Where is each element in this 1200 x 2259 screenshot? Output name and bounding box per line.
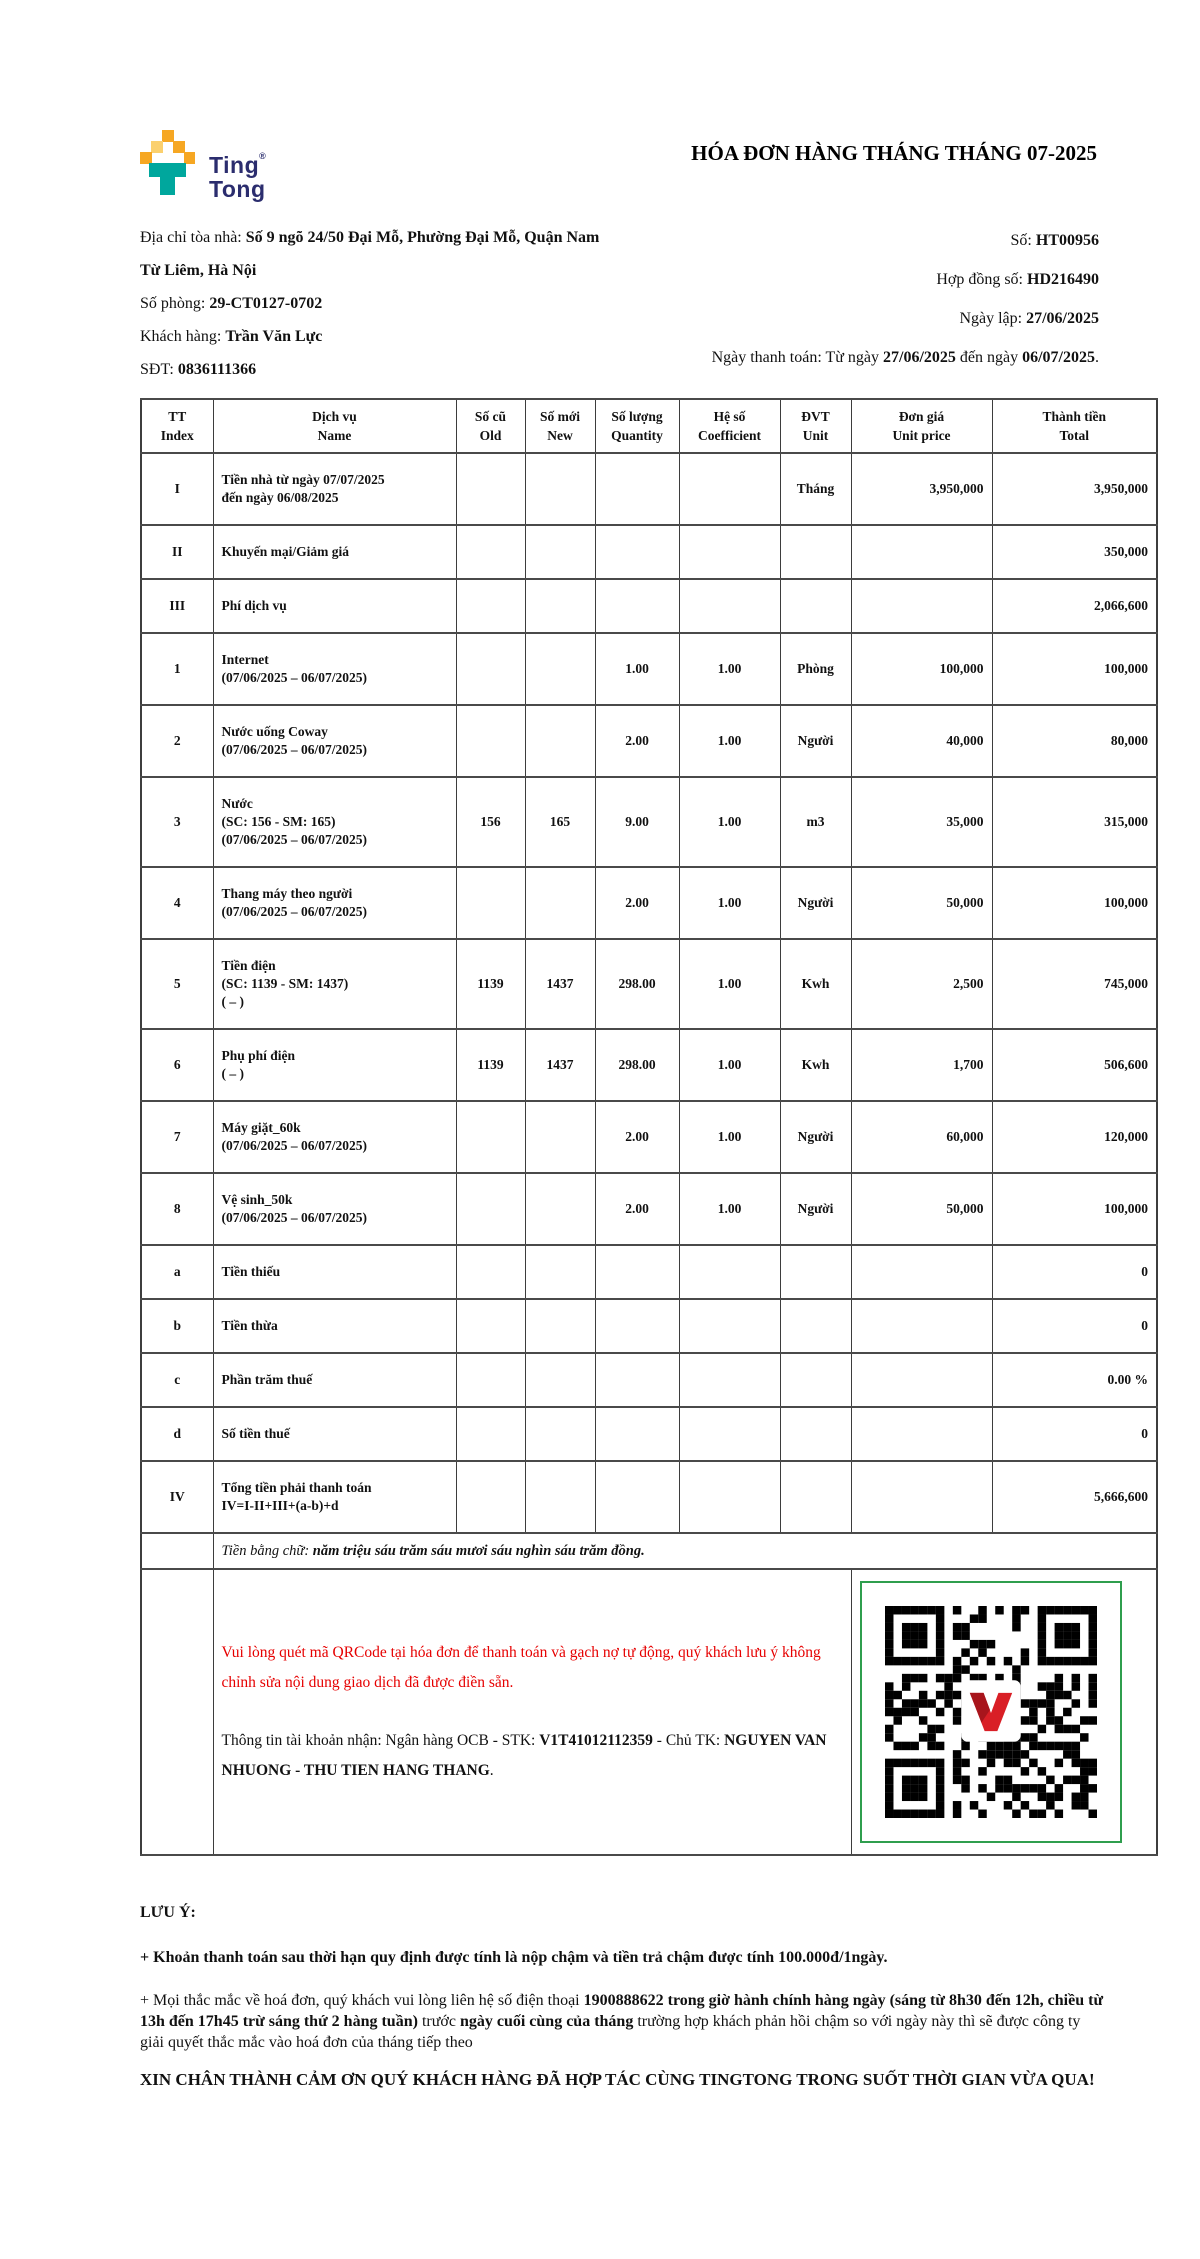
cell-tt: 5 <box>141 939 213 1029</box>
cell-tt: II <box>141 525 213 579</box>
cell-tt: a <box>141 1245 213 1299</box>
service-name-line: Tiền nhà từ ngày 07/07/2025 <box>221 472 385 487</box>
customer-info <box>140 221 610 386</box>
cell-old <box>456 1461 525 1533</box>
note-segment: trước <box>417 2013 460 2030</box>
cell-qty: 298.00 <box>595 1029 679 1101</box>
cell-service-name <box>213 1353 456 1407</box>
cell-old <box>456 579 525 633</box>
table-row <box>141 525 1157 579</box>
cell-total: 5,666,600 <box>992 1461 1157 1533</box>
cell-new <box>525 705 595 777</box>
cell-new <box>525 1461 595 1533</box>
cell-old <box>456 525 525 579</box>
payment-period-line <box>610 338 1099 377</box>
cell-old <box>456 1245 525 1299</box>
address-value: Số 9 ngõ 24/50 Đại Mỗ, Phường Đại Mỗ, Quận Nam Từ Liêm, Hà Nội <box>140 229 600 279</box>
table-header-row <box>141 399 1157 453</box>
cell-total: 350,000 <box>992 525 1157 579</box>
phone-value: 0836111366 <box>177 361 257 378</box>
cell-tt: d <box>141 1407 213 1461</box>
cell-unit <box>780 1407 851 1461</box>
cell-old: 156 <box>456 777 525 867</box>
cell-total: 100,000 <box>992 867 1157 939</box>
cell-old <box>456 1299 525 1353</box>
table-row <box>141 939 1157 1029</box>
column-header <box>595 399 679 453</box>
cell-price <box>851 525 992 579</box>
column-header <box>456 399 525 453</box>
cell-tt: I <box>141 453 213 525</box>
logo-ting: Ting <box>209 152 260 178</box>
table-row <box>141 705 1157 777</box>
note-bold-segment: ngày cuối cùng của tháng <box>459 2013 634 2030</box>
qr-payment-row <box>141 1569 1157 1855</box>
service-name-line: Tổng tiền phải thanh toán <box>221 1480 372 1495</box>
cell-price: 2,500 <box>851 939 992 1029</box>
contract-value: HD216490 <box>1027 271 1099 288</box>
service-name-line: Số tiền thuế <box>221 1426 290 1441</box>
cell-new <box>525 525 595 579</box>
room-label: Số phòng: <box>140 295 210 312</box>
column-header-vi: Dịch vụ <box>312 409 357 424</box>
cell-new: 165 <box>525 777 595 867</box>
service-name-line: đến ngày 06/08/2025 <box>221 490 339 505</box>
cell-new <box>525 1299 595 1353</box>
column-header-vi: Thành tiền <box>1042 409 1106 424</box>
cell-price: 1,700 <box>851 1029 992 1101</box>
invoice-page <box>140 0 1157 2093</box>
cell-coef: 1.00 <box>679 867 780 939</box>
service-name-line: (07/06/2025 – 06/07/2025) <box>221 904 367 919</box>
column-header <box>525 399 595 453</box>
cell-service-name <box>213 1407 456 1461</box>
cell-price <box>851 1299 992 1353</box>
cell-price <box>851 1245 992 1299</box>
issue-date-value: 27/06/2025 <box>1026 310 1099 327</box>
amount-in-words-label: Tiền bằng chữ: <box>221 1542 313 1559</box>
column-header-en: Total <box>1059 428 1089 443</box>
cell-coef: 1.00 <box>679 1029 780 1101</box>
hotline-note <box>140 1990 1108 2053</box>
column-header-en: Unit price <box>892 428 951 443</box>
service-name-line: Nước <box>221 796 253 811</box>
cell-total: 0 <box>992 1407 1157 1461</box>
service-name-line: (SC: 1139 - SM: 1437) <box>221 976 349 991</box>
invoice-title: HÓA ĐƠN HÀNG THÁNG THÁNG 07-2025 <box>691 141 1097 165</box>
service-name-line: (07/06/2025 – 06/07/2025) <box>221 742 367 757</box>
cell-coef <box>679 1407 780 1461</box>
note-segment: + Mọi thắc mắc về hoá đơn, quý khách vui lòng liên hệ số điện thoại <box>140 1992 584 2009</box>
qr-warning-text: Vui lòng quét mã QRCode tại hóa đơn để thanh toán và gạch nợ tự động, quý khách lưu ý không chỉnh sửa nội dung giao dịch đã được điền sẵn. <box>221 1644 821 1691</box>
cell-coef: 1.00 <box>679 777 780 867</box>
cell-price: 50,000 <box>851 1173 992 1245</box>
cell-new <box>525 1101 595 1173</box>
cell-unit: Người <box>780 705 851 777</box>
cell-old <box>456 867 525 939</box>
cell-total: 506,600 <box>992 1029 1157 1101</box>
cell-qty <box>595 525 679 579</box>
tingtong-wordmark <box>209 130 266 201</box>
cell-service-name <box>213 525 456 579</box>
cell-unit <box>780 1461 851 1533</box>
cell-price <box>851 1461 992 1533</box>
cell-new <box>525 453 595 525</box>
column-header-vi: Đơn giá <box>898 409 945 424</box>
cell-price <box>851 1407 992 1461</box>
cell-coef: 1.00 <box>679 1173 780 1245</box>
payment-mid: đến ngày <box>955 349 1023 366</box>
column-header <box>780 399 851 453</box>
cell-unit: m3 <box>780 777 851 867</box>
cell-service-name <box>213 939 456 1029</box>
cell-tt: 1 <box>141 633 213 705</box>
cell-unit: Người <box>780 1101 851 1173</box>
cell-new <box>525 1245 595 1299</box>
cell-price: 35,000 <box>851 777 992 867</box>
cell-old <box>456 633 525 705</box>
cell-price <box>851 579 992 633</box>
customer-label: Khách hàng: <box>140 328 226 345</box>
payment-to-date: 06/07/2025 <box>1022 349 1095 366</box>
service-name-line: Khuyến mại/Giảm giá <box>221 544 350 559</box>
table-row <box>141 1173 1157 1245</box>
account-mid: - Chủ TK: <box>652 1732 725 1749</box>
cell-qty: 2.00 <box>595 705 679 777</box>
column-header-en: Index <box>160 428 194 443</box>
service-name-line: ( – ) <box>221 1066 244 1081</box>
column-header-en: Quantity <box>611 428 663 443</box>
cell-unit <box>780 1299 851 1353</box>
invoice-info <box>140 221 1157 386</box>
issue-date-label: Ngày lập: <box>959 310 1027 327</box>
note-bold-segment: 1900888622 trong giờ hành chính hàng ngày (sáng từ 8h30 đến 12h, chiều từ 13h đến 17h45 trừ sáng thứ 2 hàng tuần) <box>140 1992 1104 2030</box>
cell-unit: Tháng <box>780 453 851 525</box>
service-name-line: Phần trăm thuế <box>221 1372 313 1387</box>
cell-unit <box>780 1353 851 1407</box>
table-row <box>141 579 1157 633</box>
cell-service-name <box>213 1245 456 1299</box>
column-header-vi: ĐVT <box>801 409 830 424</box>
cell-old <box>456 705 525 777</box>
account-end: . <box>489 1762 494 1779</box>
cell-qty <box>595 1245 679 1299</box>
cell-old <box>456 1101 525 1173</box>
cell-service-name <box>213 579 456 633</box>
cell-new <box>525 1353 595 1407</box>
invoice-meta <box>610 221 1157 386</box>
building-address-line <box>140 221 610 287</box>
cell-qty <box>595 579 679 633</box>
cell-service-name <box>213 633 456 705</box>
cell-unit <box>780 579 851 633</box>
cell-qty <box>595 1353 679 1407</box>
cell-price: 100,000 <box>851 633 992 705</box>
cell-service-name <box>213 1029 456 1101</box>
service-name-line: (07/06/2025 – 06/07/2025) <box>221 1210 367 1225</box>
service-name-line: Vệ sinh_50k <box>221 1192 293 1207</box>
table-row <box>141 1245 1157 1299</box>
invoice-number-line <box>610 221 1099 260</box>
cell-total: 120,000 <box>992 1101 1157 1173</box>
cell-qty: 1.00 <box>595 633 679 705</box>
cell-coef <box>679 579 780 633</box>
qr-code <box>860 1581 1122 1843</box>
table-row <box>141 453 1157 525</box>
note-segment: trường hợp khách phản hồi chậm so với ngày này thì sẽ được công ty giải quyết thắc mắc vào hoá đơn của tháng tiếp theo <box>140 2013 1081 2051</box>
amount-in-words-cell <box>213 1533 1157 1569</box>
cell-tt: b <box>141 1299 213 1353</box>
service-name-line: Tiền thừa <box>221 1318 278 1333</box>
cell-coef: 1.00 <box>679 705 780 777</box>
invoice-number-label: Số: <box>1010 232 1036 249</box>
cell-price <box>851 1353 992 1407</box>
column-header <box>851 399 992 453</box>
cell-qty <box>595 453 679 525</box>
cell-new <box>525 1173 595 1245</box>
cell-new <box>525 579 595 633</box>
service-name-line: Nước uống Coway <box>221 724 328 739</box>
table-row <box>141 1299 1157 1353</box>
empty-index-cell <box>141 1569 213 1855</box>
service-name-line: (SC: 156 - SM: 165) <box>221 814 336 829</box>
service-name-line: Tiền thiếu <box>221 1264 281 1279</box>
table-row <box>141 1101 1157 1173</box>
cell-total: 0 <box>992 1299 1157 1353</box>
cell-tt: 7 <box>141 1101 213 1173</box>
cell-coef <box>679 1353 780 1407</box>
cell-new <box>525 867 595 939</box>
invoice-footer <box>140 1902 1108 2093</box>
column-header-vi: Số cũ <box>474 409 507 424</box>
table-row <box>141 1353 1157 1407</box>
account-info-text <box>222 1726 843 1786</box>
cell-total: 80,000 <box>992 705 1157 777</box>
cell-service-name <box>213 1461 456 1533</box>
service-name-line: (07/06/2025 – 06/07/2025) <box>221 1138 367 1153</box>
column-header-vi: TT <box>168 409 187 424</box>
cell-old <box>456 453 525 525</box>
table-row <box>141 633 1157 705</box>
column-header-vi: Hệ số <box>713 409 746 424</box>
cell-coef <box>679 453 780 525</box>
cell-qty: 2.00 <box>595 867 679 939</box>
cell-coef <box>679 1245 780 1299</box>
service-name-line: Máy giặt_60k <box>221 1120 301 1135</box>
cell-unit: Phòng <box>780 633 851 705</box>
account-number: V1T41012112359 <box>539 1732 653 1749</box>
contract-label: Hợp đồng số: <box>936 271 1027 288</box>
tingtong-logo <box>140 130 266 207</box>
cell-unit: Kwh <box>780 939 851 1029</box>
service-name-line: Phí dịch vụ <box>221 598 287 613</box>
thank-you-message: XIN CHÂN THÀNH CẢM ƠN QUÝ KHÁCH HÀNG ĐÃ HỢP TÁC CÙNG TINGTONG TRONG SUỐT THỜI GIAN VỪA QUA! <box>140 2070 1095 2089</box>
cell-price: 3,950,000 <box>851 453 992 525</box>
cell-coef: 1.00 <box>679 1101 780 1173</box>
column-header-en: New <box>547 428 573 443</box>
issue-date-line <box>610 299 1099 338</box>
cell-service-name <box>213 777 456 867</box>
table-row <box>141 1407 1157 1461</box>
cell-old <box>456 1173 525 1245</box>
column-header-en: Unit <box>802 428 829 443</box>
invoice-header <box>140 130 1157 207</box>
table-row <box>141 1029 1157 1101</box>
cell-total: 100,000 <box>992 633 1157 705</box>
phone-label: SĐT: <box>140 361 178 378</box>
room-line <box>140 287 610 320</box>
column-header <box>213 399 456 453</box>
account-prefix: Thông tin tài khoản nhận: Ngân hàng OCB - STK: <box>221 1732 540 1749</box>
room-value: 29-CT0127-0702 <box>209 295 323 312</box>
late-payment-note: + Khoản thanh toán sau thời hạn quy định được tính là nộp chậm và tiền trả chậm được tính 100.000đ/1ngày. <box>140 1949 888 1966</box>
cell-coef <box>679 1461 780 1533</box>
cell-total: 315,000 <box>992 777 1157 867</box>
cell-service-name <box>213 453 456 525</box>
cell-unit: Người <box>780 867 851 939</box>
service-name-line: Phụ phí điện <box>221 1048 296 1063</box>
cell-unit <box>780 1245 851 1299</box>
cell-price: 50,000 <box>851 867 992 939</box>
cell-total: 745,000 <box>992 939 1157 1029</box>
cell-tt: 4 <box>141 867 213 939</box>
cell-coef <box>679 525 780 579</box>
phone-line <box>140 353 610 386</box>
note-title: LƯU Ý: <box>140 1904 196 1921</box>
amount-in-words-row <box>141 1533 1157 1569</box>
cell-tt: 3 <box>141 777 213 867</box>
payment-end: . <box>1095 349 1099 366</box>
cell-tt: 2 <box>141 705 213 777</box>
cell-tt: c <box>141 1353 213 1407</box>
cell-tt: 6 <box>141 1029 213 1101</box>
column-header-vi: Số mới <box>539 409 581 424</box>
cell-qty <box>595 1407 679 1461</box>
table-row <box>141 777 1157 867</box>
cell-new <box>525 1407 595 1461</box>
customer-value: Trần Văn Lực <box>225 328 323 345</box>
cell-unit: Kwh <box>780 1029 851 1101</box>
cell-service-name <box>213 1101 456 1173</box>
cell-total: 3,950,000 <box>992 453 1157 525</box>
empty-index-cell <box>141 1533 213 1569</box>
cell-coef: 1.00 <box>679 633 780 705</box>
address-label: Địa chỉ tòa nhà: <box>140 229 246 246</box>
cell-total: 0.00 % <box>992 1353 1157 1407</box>
cell-qty: 2.00 <box>595 1173 679 1245</box>
payment-label: Ngày thanh toán: Từ ngày <box>711 349 884 366</box>
cell-total: 2,066,600 <box>992 579 1157 633</box>
cell-total: 0 <box>992 1245 1157 1299</box>
amount-in-words-value: năm triệu sáu trăm sáu mươi sáu nghìn sáu trăm đồng. <box>312 1542 645 1559</box>
invoice-table <box>140 398 1158 1856</box>
logo-tong: Tong <box>209 176 266 202</box>
cell-old: 1139 <box>456 939 525 1029</box>
cell-old <box>456 1353 525 1407</box>
cell-tt: 8 <box>141 1173 213 1245</box>
cell-total: 100,000 <box>992 1173 1157 1245</box>
service-name-line: Internet <box>221 652 269 667</box>
cell-unit: Người <box>780 1173 851 1245</box>
table-row <box>141 1461 1157 1533</box>
cell-tt: IV <box>141 1461 213 1533</box>
cell-qty: 9.00 <box>595 777 679 867</box>
column-header-en: Coefficient <box>698 428 761 443</box>
column-header <box>679 399 780 453</box>
qr-code-cell <box>851 1569 1157 1855</box>
cell-service-name <box>213 705 456 777</box>
column-header-vi: Số lượng <box>611 409 663 424</box>
column-header-en: Name <box>317 428 352 443</box>
qr-code-svg <box>885 1606 1097 1818</box>
cell-old: 1139 <box>456 1029 525 1101</box>
service-name-line: (07/06/2025 – 06/07/2025) <box>221 832 367 847</box>
service-name-line: Thang máy theo người <box>221 886 353 901</box>
payment-from-date: 27/06/2025 <box>883 349 956 366</box>
column-header <box>992 399 1157 453</box>
cell-coef <box>679 1299 780 1353</box>
cell-qty <box>595 1461 679 1533</box>
service-name-line: ( – ) <box>221 994 244 1009</box>
cell-new: 1437 <box>525 939 595 1029</box>
registered-mark: ® <box>259 151 267 161</box>
contract-line <box>610 260 1099 299</box>
cell-price: 40,000 <box>851 705 992 777</box>
cell-new: 1437 <box>525 1029 595 1101</box>
service-name-line: IV=I-II+III+(a-b)+d <box>221 1498 339 1513</box>
cell-new <box>525 633 595 705</box>
service-name-line: (07/06/2025 – 06/07/2025) <box>221 670 367 685</box>
column-header <box>141 399 213 453</box>
cell-coef: 1.00 <box>679 939 780 1029</box>
column-header-en: Old <box>479 428 502 443</box>
cell-qty: 2.00 <box>595 1101 679 1173</box>
cell-qty: 298.00 <box>595 939 679 1029</box>
cell-qty <box>595 1299 679 1353</box>
account-holder-name: NGUYEN VAN NHUONG - THU TIEN HANG THANG <box>221 1732 827 1779</box>
cell-old <box>456 1407 525 1461</box>
customer-line <box>140 320 610 353</box>
table-row <box>141 867 1157 939</box>
tingtong-logo-icon <box>140 130 195 207</box>
payment-instructions-cell <box>213 1569 851 1855</box>
cell-service-name <box>213 1173 456 1245</box>
cell-price: 60,000 <box>851 1101 992 1173</box>
service-name-line: Tiền điện <box>221 958 276 973</box>
cell-tt: III <box>141 579 213 633</box>
invoice-number-value: HT00956 <box>1035 232 1099 249</box>
cell-unit <box>780 525 851 579</box>
cell-service-name <box>213 867 456 939</box>
cell-service-name <box>213 1299 456 1353</box>
